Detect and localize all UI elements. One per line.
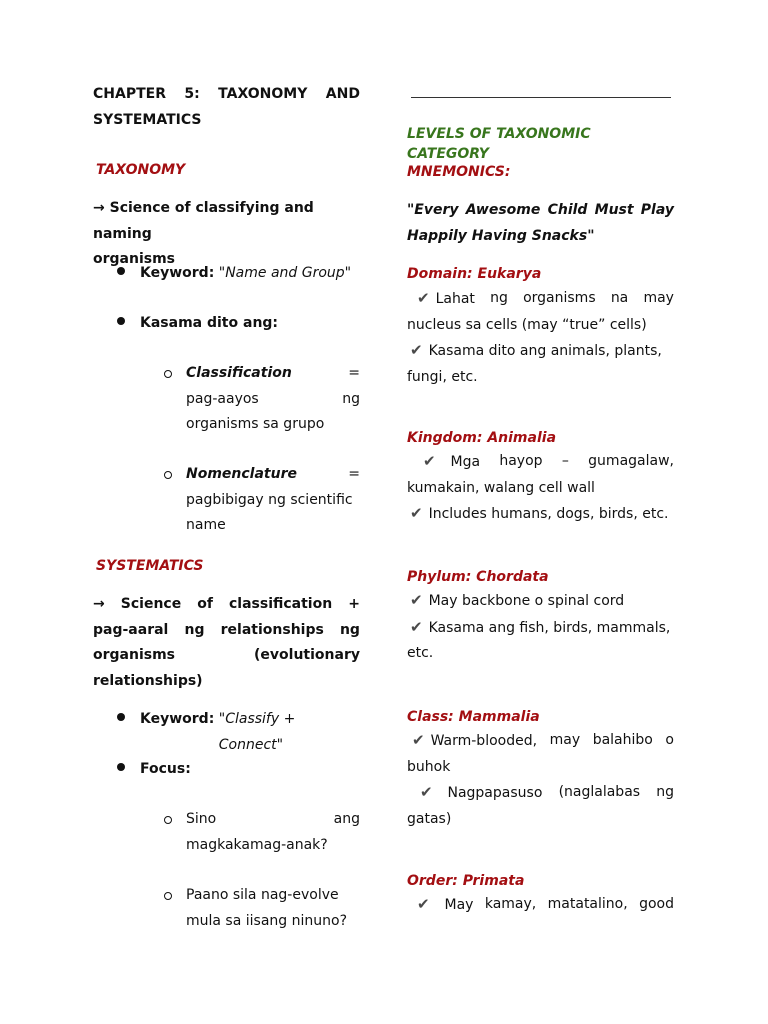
systematics-keyword-bullet <box>117 707 360 758</box>
word: → <box>93 596 105 612</box>
word: o <box>665 732 674 748</box>
word: good <box>639 896 674 912</box>
word: Mga <box>450 454 481 470</box>
domain-heading: Domain: Eukarya <box>407 266 542 282</box>
word: relationships <box>220 621 324 638</box>
question-text: mula sa iisang ninuno? <box>186 912 347 929</box>
taxonomy-keyword-bullet <box>117 261 351 287</box>
class-text: buhok <box>407 758 451 775</box>
question-text: ang <box>333 811 360 827</box>
class-details <box>407 728 674 832</box>
word: classification <box>228 596 333 612</box>
phylum-heading: Phylum: Chordata <box>407 569 549 585</box>
systematics-definition-line <box>93 618 360 644</box>
word: ng <box>656 784 674 800</box>
bullet-dot-icon <box>117 317 125 325</box>
word: kamay, <box>484 896 537 912</box>
nomenclature-text: pagbibigay ng scientific <box>186 491 353 508</box>
systematics-definition-line: relationships) <box>93 672 203 689</box>
domain-text: Kasama dito ang animals, plants, <box>428 343 662 359</box>
focus-question-1 <box>186 807 360 858</box>
word: may <box>643 290 674 306</box>
word: hayop <box>499 453 543 469</box>
word: Warm-blooded, <box>430 733 538 749</box>
checkmark-icon: ✔ <box>410 591 423 609</box>
bullet-dot-icon <box>117 267 125 275</box>
checkmark-icon: ✔ <box>410 504 423 522</box>
checkmark-icon: ✔ <box>417 289 430 307</box>
word: – <box>561 453 569 469</box>
keyword-value: "Name and Group" <box>218 265 352 281</box>
phylum-text: May backbone o spinal cord <box>428 593 625 609</box>
checkmark-icon: ✔ <box>410 617 423 636</box>
word: Science <box>120 596 182 612</box>
focus-label: Focus: <box>140 761 191 777</box>
classification-text: ng <box>342 390 360 407</box>
word: organisms <box>93 647 176 663</box>
kasama-label: Kasama dito ang: <box>140 315 279 331</box>
focus-question-2 <box>186 883 360 934</box>
keyword-value: "Classify + Connect" <box>218 711 296 753</box>
word: May <box>444 897 474 913</box>
chapter-title-line1 <box>93 82 360 108</box>
word: (naglalabas <box>558 784 641 800</box>
equals-sign: = <box>348 365 360 381</box>
word: ng <box>184 621 205 638</box>
order-heading: Order: Primata <box>407 873 525 889</box>
chapter-title-word: AND <box>325 86 360 102</box>
bullet-dot-icon <box>117 713 125 721</box>
hollow-bullet-icon <box>164 370 172 378</box>
word: + <box>348 596 360 612</box>
chapter-title <box>93 82 360 133</box>
nomenclature-item <box>186 462 360 539</box>
taxonomy-heading: TAXONOMY <box>96 162 186 178</box>
chapter-title-word: TAXONOMY <box>218 86 308 102</box>
domain-details <box>407 286 674 390</box>
question-text: Sino <box>186 811 217 827</box>
question-text: Paano sila nag-evolve <box>186 887 339 903</box>
equals-sign: = <box>348 466 360 482</box>
taxonomy-definition-line: → Science of classifying and naming <box>93 200 314 242</box>
hollow-bullet-icon <box>164 471 172 479</box>
word: (evolutionary <box>254 647 360 663</box>
bullet-dot-icon <box>117 763 125 771</box>
order-details <box>407 892 674 919</box>
taxonomy-kasama-bullet <box>117 311 278 337</box>
horizontal-rule <box>411 97 671 98</box>
class-heading: Class: Mammalia <box>407 709 540 725</box>
classification-term: Classification <box>186 365 292 381</box>
nomenclature-term: Nomenclature <box>186 466 297 482</box>
word: matatalino, <box>547 896 628 912</box>
checkmark-icon: ✔ <box>420 783 433 801</box>
word: gumagalaw, <box>588 453 674 469</box>
word: organisms <box>523 290 596 306</box>
classification-text: pag-aayos <box>186 390 259 407</box>
keyword-label: Keyword: <box>140 711 215 727</box>
mnemonic-line: "Every Awesome Child Must Play <box>407 202 674 218</box>
phylum-text: Kasama ang fish, birds, mammals, <box>428 619 671 636</box>
nomenclature-text: name <box>186 517 226 533</box>
keyword-label: Keyword: <box>140 265 215 281</box>
kingdom-heading: Kingdom: Animalia <box>407 430 557 446</box>
kingdom-details <box>407 449 674 528</box>
word: na <box>610 290 629 306</box>
hollow-bullet-icon <box>164 892 172 900</box>
kingdom-text: kumakain, walang cell wall <box>407 479 595 496</box>
word: Nagpapasuso <box>447 785 543 801</box>
word: pag-aaral <box>93 621 169 638</box>
checkmark-icon: ✔ <box>423 452 436 470</box>
systematics-definition <box>93 592 360 694</box>
class-text: gatas) <box>407 810 452 827</box>
word: of <box>197 596 213 612</box>
classification-text: organisms sa grupo <box>186 416 325 432</box>
phylum-details <box>407 588 674 667</box>
kingdom-text: Includes humans, dogs, birds, etc. <box>428 506 669 522</box>
question-text: magkakamag-anak? <box>186 836 328 853</box>
chapter-title-word: 5: <box>184 86 200 102</box>
checkmark-icon: ✔ <box>412 731 425 749</box>
word: ng <box>339 621 360 638</box>
word: may <box>549 732 581 748</box>
mnemonic-line: Happily Having Snacks" <box>407 227 595 244</box>
domain-text: fungi, etc. <box>407 368 478 385</box>
classification-item <box>186 361 360 438</box>
systematics-heading: SYSTEMATICS <box>96 558 204 574</box>
taxonomy-definition-line: organisms <box>93 251 176 267</box>
mnemonic-phrase <box>407 198 674 249</box>
systematics-definition-line <box>93 592 360 618</box>
chapter-title-line2: SYSTEMATICS <box>93 111 202 128</box>
systematics-definition-line <box>93 643 360 669</box>
mnemonics-label: MNEMONICS: <box>407 164 511 180</box>
systematics-focus-bullet <box>117 757 191 783</box>
domain-text: nucleus sa cells (may “true” cells) <box>407 316 647 333</box>
hollow-bullet-icon <box>164 816 172 824</box>
word: balahibo <box>592 732 653 748</box>
checkmark-icon: ✔ <box>417 895 430 913</box>
chapter-title-word: CHAPTER <box>93 86 166 102</box>
phylum-text: etc. <box>407 645 434 661</box>
word: ng <box>490 290 508 306</box>
word: Lahat <box>435 291 475 307</box>
levels-heading: LEVELS OF TAXONOMIC CATEGORY <box>407 126 591 162</box>
checkmark-icon: ✔ <box>410 341 423 359</box>
